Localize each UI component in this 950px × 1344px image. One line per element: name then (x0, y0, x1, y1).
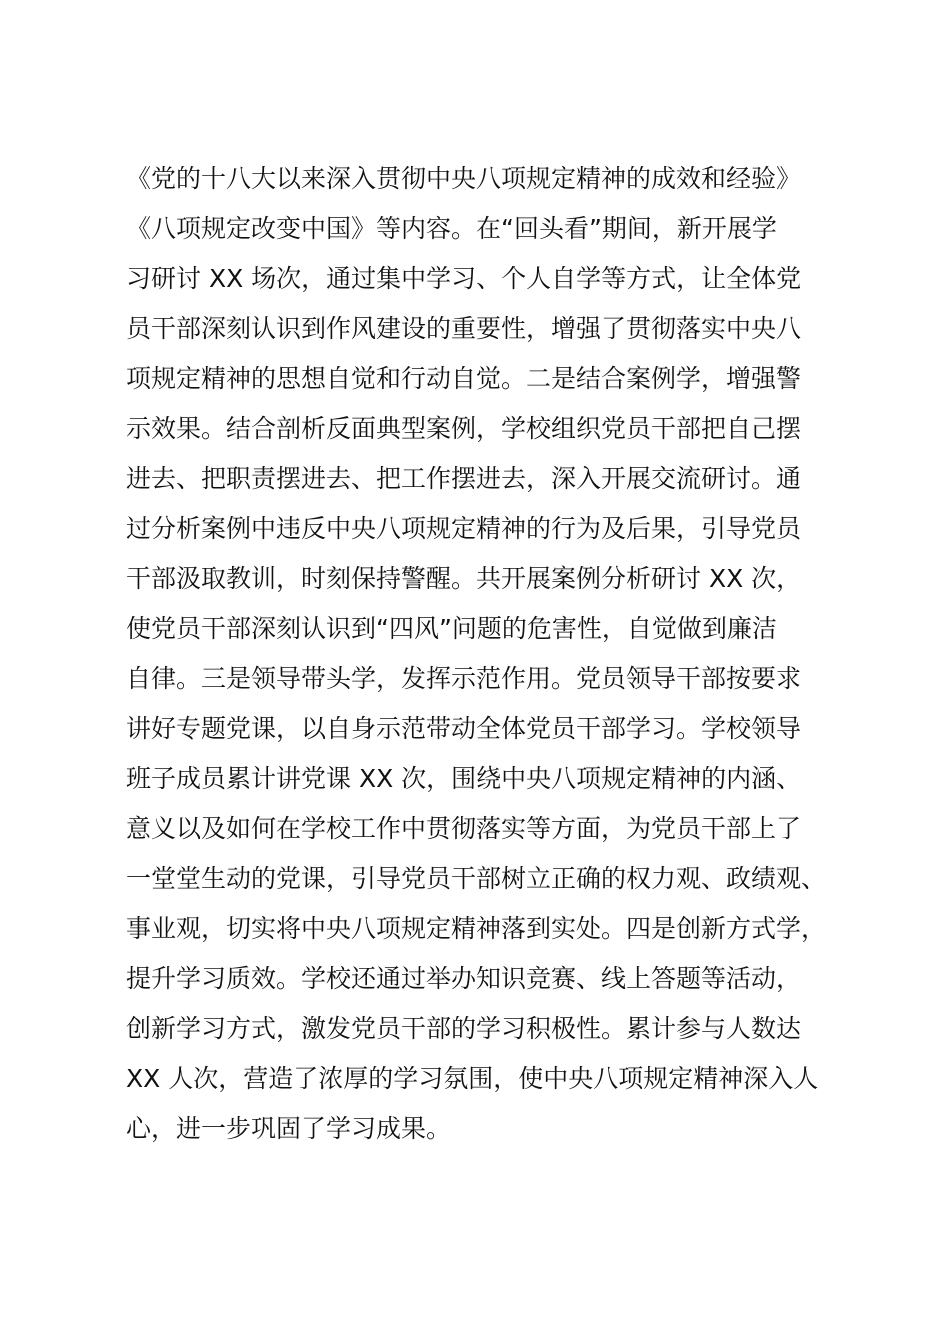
text-line: 示效果。结合剖析反面典型案例，学校组织党员干部把自己摆 (126, 414, 802, 443)
text-line: 习研讨 XX 场次，通过集中学习、个人自学等方式，让全体党 (126, 264, 802, 293)
text-line: 创新学习方式，激发党员干部的学习积极性。累计参与人数达 (126, 1014, 802, 1043)
body-paragraph (126, 154, 866, 1154)
text-line: 意义以及如何在学校工作中贯彻落实等方面，为党员干部上了 (126, 814, 802, 843)
text-line: 《党的十八大以来深入贯彻中央八项规定精神的成效和经验》 (126, 164, 802, 193)
text-line: 干部汲取教训，时刻保持警醒。共开展案例分析研讨 XX 次， (126, 564, 802, 593)
text-line: 过分析案例中违反中央八项规定精神的行为及后果，引导党员 (126, 514, 802, 543)
text-line: 使党员干部深刻认识到“四风”问题的危害性，自觉做到廉洁 (126, 614, 777, 643)
text-line: 讲好专题党课，以自身示范带动全体党员干部学习。学校领导 (126, 714, 802, 743)
text-line: 提升学习质效。学校还通过举办知识竞赛、线上答题等活动， (126, 964, 802, 993)
text-line: XX 人次，营造了浓厚的学习氛围，使中央八项规定精神深入人 (126, 1064, 819, 1093)
text-line: 一堂堂生动的党课，引导党员干部树立正确的权力观、政绩观、 (126, 864, 827, 893)
text-line: 项规定精神的思想自觉和行动自觉。二是结合案例学，增强警 (126, 364, 802, 393)
text-line: 《八项规定改变中国》等内容。在“回头看”期间，新开展学 (126, 214, 777, 243)
text-line: 班子成员累计讲党课 XX 次，围绕中央八项规定精神的内涵、 (126, 764, 802, 793)
text-line: 员干部深刻认识到作风建设的重要性，增强了贯彻落实中央八 (126, 314, 802, 343)
text-line: 进去、把职责摆进去、把工作摆进去，深入开展交流研讨。通 (126, 464, 802, 493)
text-line: 自律。三是领导带头学，发挥示范作用。党员领导干部按要求 (126, 664, 802, 693)
text-line: 事业观，切实将中央八项规定精神落到实处。四是创新方式学， (126, 914, 827, 943)
text-line: 心，进一步巩固了学习成果。 (126, 1114, 452, 1143)
